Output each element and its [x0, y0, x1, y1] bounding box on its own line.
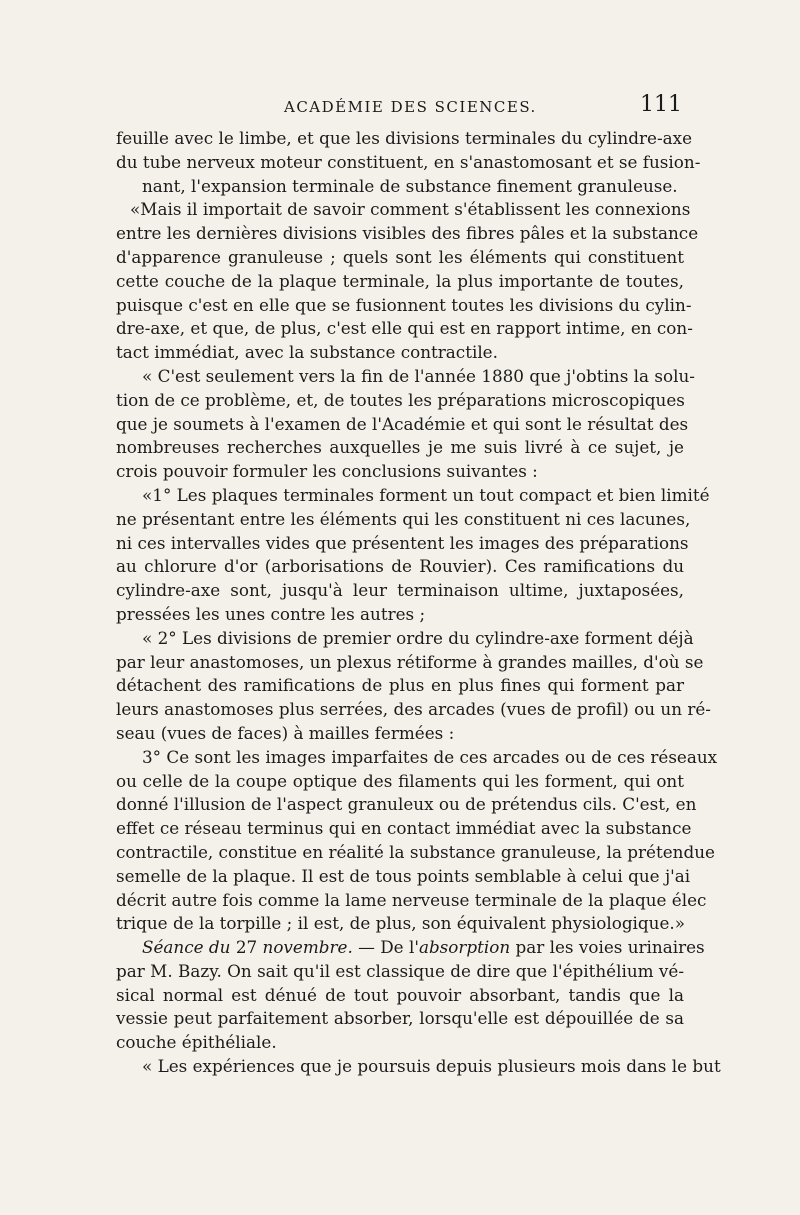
text-line: que je soumets à l'examen de l'Académie et qui sont le résultat des — [116, 413, 689, 434]
text-line: du tube nerveux moteur constituent, en s'anastomosant et se fusion- — [116, 151, 701, 172]
text-line: tact immédiat, avec la substance contractile. — [116, 342, 498, 363]
text-line: tion de ce problème, et, de toutes les préparations microscopiques — [116, 389, 685, 410]
running-title: ACADÉMIE DES SCIENCES. — [284, 98, 537, 116]
text-line: dre-axe, et que, de plus, c'est elle qui est en rapport intime, en con- — [116, 318, 693, 339]
text-line: d'apparence granuleuse ; quels sont les éléments qui constituent — [116, 246, 684, 267]
text-line: cylindre-axe sont, jusqu'à leur terminaison ultime, juxtaposées, — [116, 580, 684, 601]
text-line: trique de la torpille ; il est, de plus, son équivalent physiologique.» — [116, 913, 686, 934]
text-line: 3° Ce sont les images imparfaites de ces arcades ou de ces réseaux — [142, 746, 718, 767]
text-line: par M. Bazy. On sait qu'il est classique de dire que l'épithélium vé- — [116, 960, 684, 981]
text-line: au chlorure d'or (arborisations de Rouvier). Ces ramifications du — [116, 556, 684, 577]
text-line: pressées les unes contre les autres ; — [116, 603, 426, 624]
text-line: puisque c'est en elle que se fusionnent toutes les divisions du cylin- — [116, 294, 692, 315]
text-line: sical normal est dénué de tout pouvoir absorbant, tandis que la — [116, 984, 684, 1005]
text-line: ni ces intervalles vides que présentent les images des préparations — [116, 532, 689, 553]
seance-text: par les voies urinaires — [510, 937, 705, 958]
text-line: crois pouvoir formuler les conclusions suivantes : — [116, 461, 538, 482]
text-line: ne présentant entre les éléments qui les constituent ni ces lacunes, — [116, 508, 691, 529]
text-line: effet ce réseau terminus qui en contact immédiat avec la substance — [116, 818, 692, 839]
text-line: entre les dernières divisions visibles des fibres pâles et la substance — [116, 223, 699, 244]
text-line: ou celle de la coupe optique des filaments qui les forment, qui ont — [116, 770, 684, 791]
text-line: leurs anastomoses plus serrées, des arcades (vues de profil) ou un ré- — [116, 699, 711, 720]
seance-line — [116, 936, 705, 960]
paragraph — [116, 627, 711, 746]
text-line: « Les expériences que je poursuis depuis plusieurs mois dans le but — [142, 1056, 721, 1077]
paragraph — [116, 127, 701, 198]
paragraph — [116, 936, 705, 1055]
text-line: contractile, constitue en réalité la substance granuleuse, la prétendue — [116, 841, 715, 862]
text-line: décrit autre fois comme la lame nerveuse terminale de la plaque élec — [116, 889, 707, 910]
text-line: «Mais il importait de savoir comment s'établissent les connexions — [130, 199, 691, 220]
page-header — [116, 92, 682, 122]
text-line: feuille avec le limbe, et que les divisions terminales du cylindre-axe — [116, 128, 693, 148]
paragraph — [116, 484, 710, 627]
text-line: nombreuses recherches auxquelles je me suis livré à ce sujet, je — [116, 437, 684, 458]
text-line: vessie peut parfaitement absorber, lorsqu'elle est dépouillée de sa — [116, 1008, 684, 1029]
paragraph — [116, 198, 699, 365]
page-number: 111 — [640, 92, 682, 117]
paragraph — [116, 365, 695, 484]
body-text — [116, 127, 721, 1079]
text-line: « 2° Les divisions de premier ordre du cylindre-axe forment déjà — [142, 627, 694, 648]
text-line: «1° Les plaques terminales forment un tout compact et bien limité — [142, 484, 710, 505]
seance-label: Séance du — [142, 937, 231, 958]
seance-topic: absorption — [418, 937, 511, 958]
paragraph — [116, 746, 718, 936]
text-line: couche épithéliale. — [116, 1032, 277, 1053]
seance-month: novembre. — [262, 937, 353, 958]
paragraph — [116, 1055, 721, 1079]
text-line: seau (vues de faces) à mailles fermées : — [116, 722, 455, 743]
seance-day: 27 — [235, 937, 258, 958]
text-line: semelle de la plaque. Il est de tous points semblable à celui que j'ai — [116, 865, 691, 886]
text-line: donné l'illusion de l'aspect granuleux ou de prétendus cils. C'est, en — [116, 794, 697, 815]
text-line: « C'est seulement vers la fin de l'année 1880 que j'obtins la solu- — [142, 365, 695, 386]
text-line: cette couche de la plaque terminale, la plus importante de toutes, — [116, 270, 684, 291]
text-line: nant, l'expansion terminale de substance finement granuleuse. — [142, 175, 678, 196]
text-line: par leur anastomoses, un plexus rétiforme à grandes mailles, d'où se — [116, 651, 704, 672]
seance-text: — De l' — [352, 937, 419, 958]
text-line: détachent des ramifications de plus en plus fines qui forment par — [116, 675, 684, 696]
